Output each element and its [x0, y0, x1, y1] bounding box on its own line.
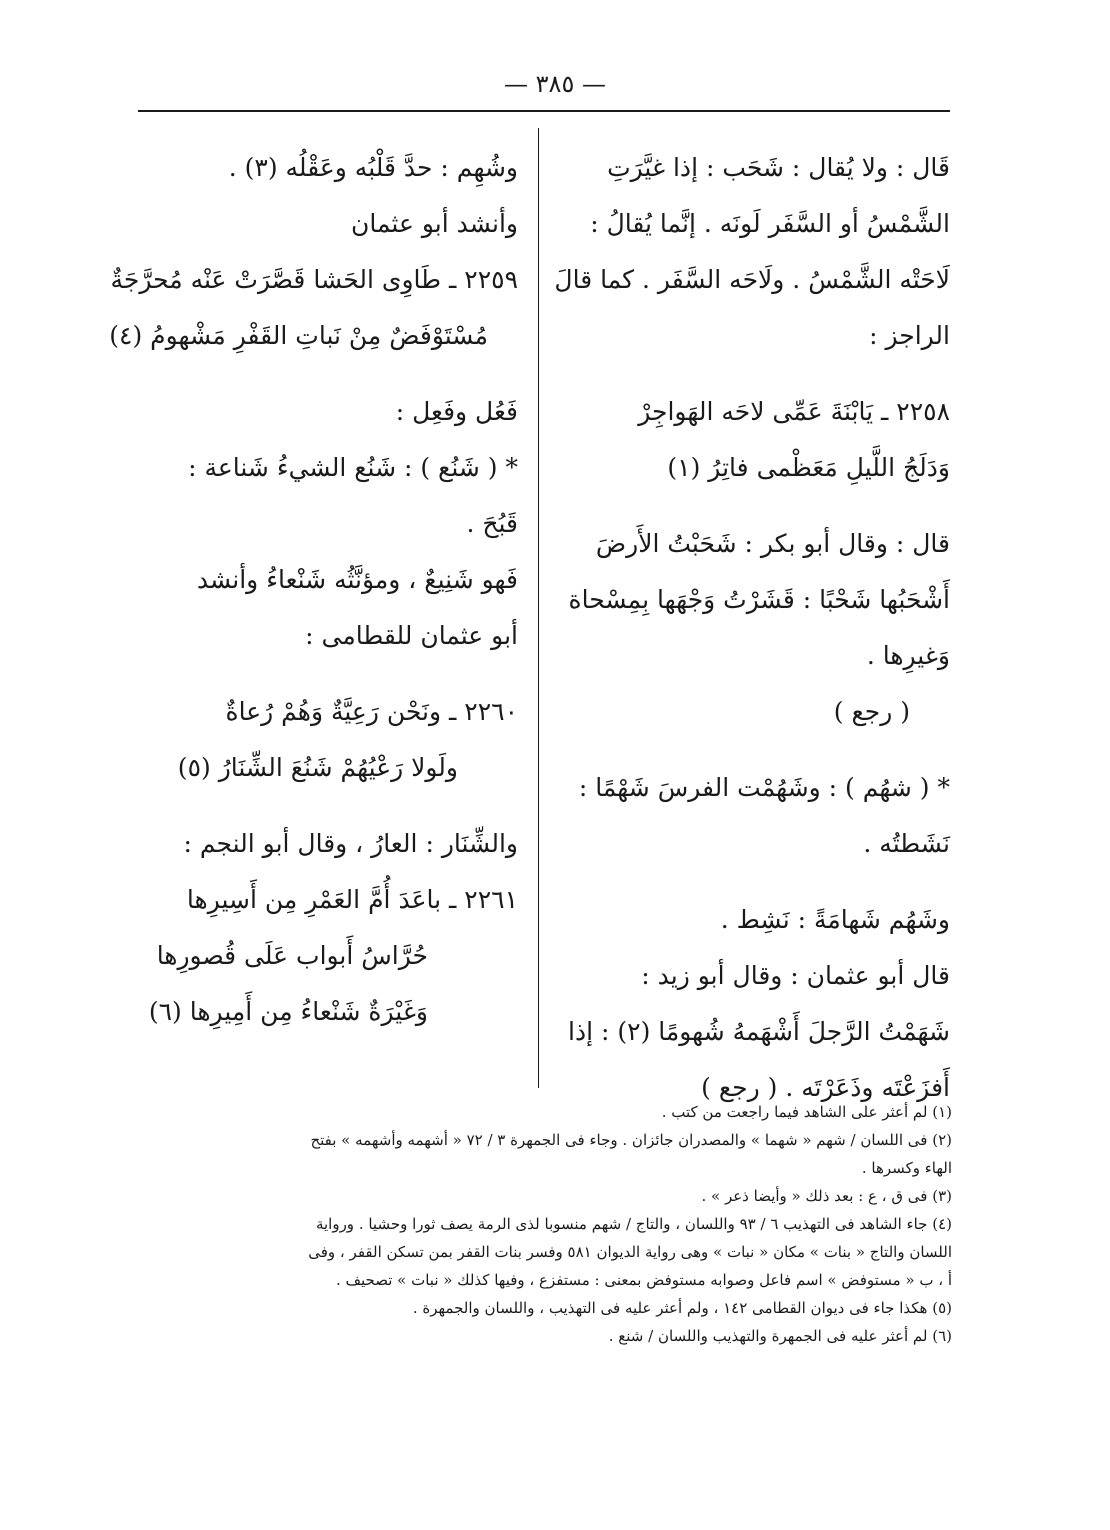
text-line: الشَّمْسُ أو السَّفَر لَونَه . إنَّما يُقالُ :	[590, 209, 950, 238]
header-rule	[138, 110, 950, 112]
text-line: الراجز :	[869, 321, 950, 350]
text-line: أَفزَعْتَه وذَعَرْتَه . ( رجع )	[701, 1073, 950, 1102]
rajaa-marker: ( رجع )	[833, 697, 910, 726]
verse-2261-line-3: وَغَيْرَةٌ شَنْعاءُ مِن أَمِيرِها (٦)	[148, 997, 428, 1026]
verse-2261-line-2: حُرَّاسُ أَبواب عَلَى قُصورِها	[156, 941, 428, 970]
verse-2259-line-2: مُسْتَوْفَضٌ مِنْ نَباتِ القَفْرِ مَشْهومُ (٤)	[109, 321, 488, 350]
footnote-2: (٢) فى اللسان / شهم « شهما » والمصدران جائزان . وجاء فى الجمهرة ٣ / ٧٢ « أشهمه وأشهمه » بفتح	[310, 1131, 952, 1149]
text-line: فَهو شَنِيعٌ ، ومؤنَّثُه شَنْعاءُ وأنشد	[196, 565, 518, 594]
text-line: نَشَطتُه .	[863, 829, 950, 858]
right-column	[554, 140, 950, 1116]
text-line: وَغيرِها .	[866, 641, 950, 670]
footnote-4: (٤) جاء الشاهد فى التهذيب ٦ / ٩٣ واللسان ، والتاج / شهم منسوبا لذى الرمة يصف ثورا وحشيا . ورواية	[315, 1215, 952, 1233]
text-line: أبو عثمان للقطامى :	[305, 621, 518, 650]
verse-2260-line-2: ولَولا رَعْيُهُمْ شَنُعَ الشِّنَارُ (٥)	[177, 753, 458, 782]
footnote-2-cont: الهاء وكسرها .	[861, 1159, 952, 1177]
text-line: قَبُحَ .	[466, 509, 518, 538]
footnote-4-cont: اللسان والتاج « بنات » مكان « نبات » وهى رواية الديوان ٥٨١ وفسر بنات القفر بمن تسكن القفر ، وفى	[308, 1243, 952, 1261]
footnote-5: (٥) هكذا جاء فى ديوان القطامى ١٤٢ ، ولم أعثر عليه فى التهذيب ، واللسان والجمهرة .	[412, 1299, 952, 1317]
footnote-6: (٦) لم أعثر عليه فى الجمهرة والتهذيب واللسان / شنع .	[608, 1327, 952, 1345]
entry-shanua: * ( شَنُع ) : شَنُع الشيءُ شَناعة :	[188, 453, 518, 482]
text-line: شَهَمْتُ الرَّجلَ أَشْهَمهُ شُهومًا (٢) : إذا	[568, 1017, 950, 1046]
verse-2258-line-1: ٢٢٥٨ ـ يَابْنَةَ عَمِّى لاحَه الهَواجِرْ	[638, 397, 950, 426]
verse-2260-line-1: ٢٢٦٠ ـ ونَحْن رَعِيَّةٌ وَهُمْ رُعاةٌ	[225, 697, 518, 726]
footnote-1: (١) لم أعثر على الشاهد فيما راجعت من كتب .	[661, 1103, 952, 1121]
text-line: وشُهِم : حدَّ قَلْبُه وعَقْلُه (٣) .	[228, 153, 518, 182]
text-line: والشِّنَار : العارُ ، وقال أبو النجم :	[183, 829, 518, 858]
verse-2261-line-1: ٢٢٦١ ـ باعَدَ أُمَّ العَمْرِ مِن أَسِيرِها	[186, 885, 518, 914]
footnote-3: (٣) فى ق ، ع : بعد ذلك « وأيضا ذعر » .	[701, 1187, 952, 1205]
left-column	[109, 140, 518, 1040]
text-line: قَال : ولا يُقال : شَحَب : إذا غيَّرَتِ	[607, 153, 950, 182]
footnotes	[152, 1098, 952, 1350]
verse-2259-line-1: ٢٢٥٩ ـ طَاوِى الحَشا قَصَّرَتْ عَنْه مُحرَّجَةٌ	[110, 265, 518, 294]
entry-shahuma: * ( شهُم ) : وشَهُمْت الفرسَ شَهْمًا :	[578, 773, 950, 802]
column-divider	[538, 128, 539, 1088]
text-line: قال أبو عثمان : وقال أبو زيد :	[641, 961, 950, 990]
page-number: — ٣٨٥ —	[504, 70, 606, 98]
text-line: أَشْحَبُها شَحْبًا : قَشَرْتُ وَجْهَها بِمِسْحاة	[568, 585, 950, 614]
text-line: قال : وقال أبو بكر : شَحَبْتُ الأَرضَ	[595, 529, 950, 558]
verse-2258-line-2: وَدَلَجُ اللَّيلِ مَعَظْمى فاتِرُ (١)	[667, 453, 950, 482]
footnote-4-cont: أ ، ب « مستوفض » اسم فاعل وصوابه مستوفض بمعنى : مستفزع ، وفيها كذلك « نبات » تصحيف .	[335, 1271, 952, 1289]
section-heading: فَعُل وفَعِل :	[395, 397, 518, 426]
text-line: وأنشد أبو عثمان	[350, 209, 518, 238]
text-line: لَاحَتْه الشَّمْسُ . ولَاحَه السَّفَر . كما قالَ	[554, 265, 950, 294]
text-line: وشَهُم شَهامَةً : نَشِط .	[720, 905, 950, 934]
